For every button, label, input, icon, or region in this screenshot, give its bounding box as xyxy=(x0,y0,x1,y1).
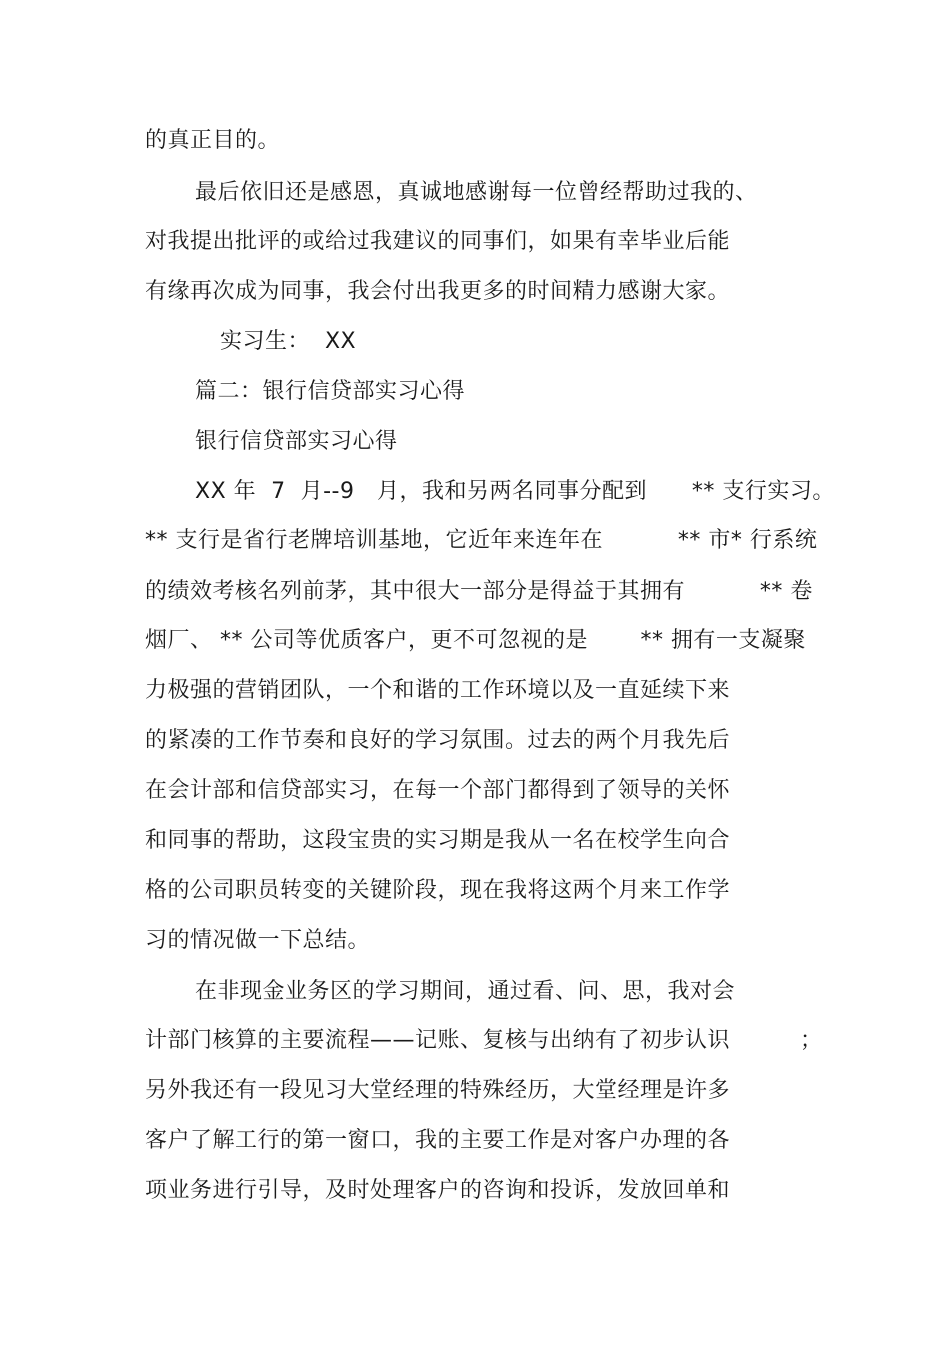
text-line: 的紧凑的工作节奏和良好的学习氛围。过去的两个月我先后 xyxy=(145,728,731,753)
text-line: 的绩效考核名列前茅，其中很大一部分是得益于其拥有 ** 卷 xyxy=(145,579,813,604)
text-line: 有缘再次成为同事，我会付出我更多的时间精力感谢大家。 xyxy=(145,279,731,304)
text-line: 另外我还有一段见习大堂经理的特殊经历，大堂经理是许多 xyxy=(145,1078,731,1103)
text-line: 最后依旧还是感恩，真诚地感谢每一位曾经帮助过我的、 xyxy=(195,180,758,205)
semicolon-fragment: ； xyxy=(800,1028,823,1053)
text-line: ** 支行是省行老牌培训基地，它近年来连年在 ** 市* 行系统 xyxy=(145,528,818,553)
text-line: 和同事的帮助，这段宝贵的实习期是我从一名在校学生向合 xyxy=(145,828,731,853)
text-line: 力极强的营销团队，一个和谐的工作环境以及一直延续下来 xyxy=(145,678,731,703)
text-line: 在非现金业务区的学习期间，通过看、问、思，我对会 xyxy=(195,979,736,1004)
article-title: 银行信贷部实习心得 xyxy=(195,429,398,454)
text-line: 格的公司职员转变的关键阶段，现在我将这两个月来工作学 xyxy=(145,878,731,903)
text-line: 计部门核算的主要流程——记账、复核与出纳有了初步认识 xyxy=(145,1028,731,1053)
text-line: 习的情况做一下总结。 xyxy=(145,928,371,953)
text-line: 项业务进行引导，及时处理客户的咨询和投诉，发放回单和 xyxy=(145,1178,731,1203)
text-line: XX 年 7 月--9 月，我和另两名同事分配到 ** 支行实习。 xyxy=(195,479,835,504)
text-line: 对我提出批评的或给过我建议的同事们，如果有幸毕业后能 xyxy=(145,229,731,254)
section-heading: 篇二：银行信贷部实习心得 xyxy=(195,379,466,404)
text-line: 的真正目的。 xyxy=(145,128,281,153)
text-line: 在会计部和信贷部实习，在每一个部门都得到了领导的关怀 xyxy=(145,778,731,803)
signature-line: 实习生： XX xyxy=(220,329,357,354)
text-line: 客户了解工行的第一窗口，我的主要工作是对客户办理的各 xyxy=(145,1128,731,1153)
text-line: 烟厂、 ** 公司等优质客户，更不可忽视的是 ** 拥有一支凝聚 xyxy=(145,628,806,653)
